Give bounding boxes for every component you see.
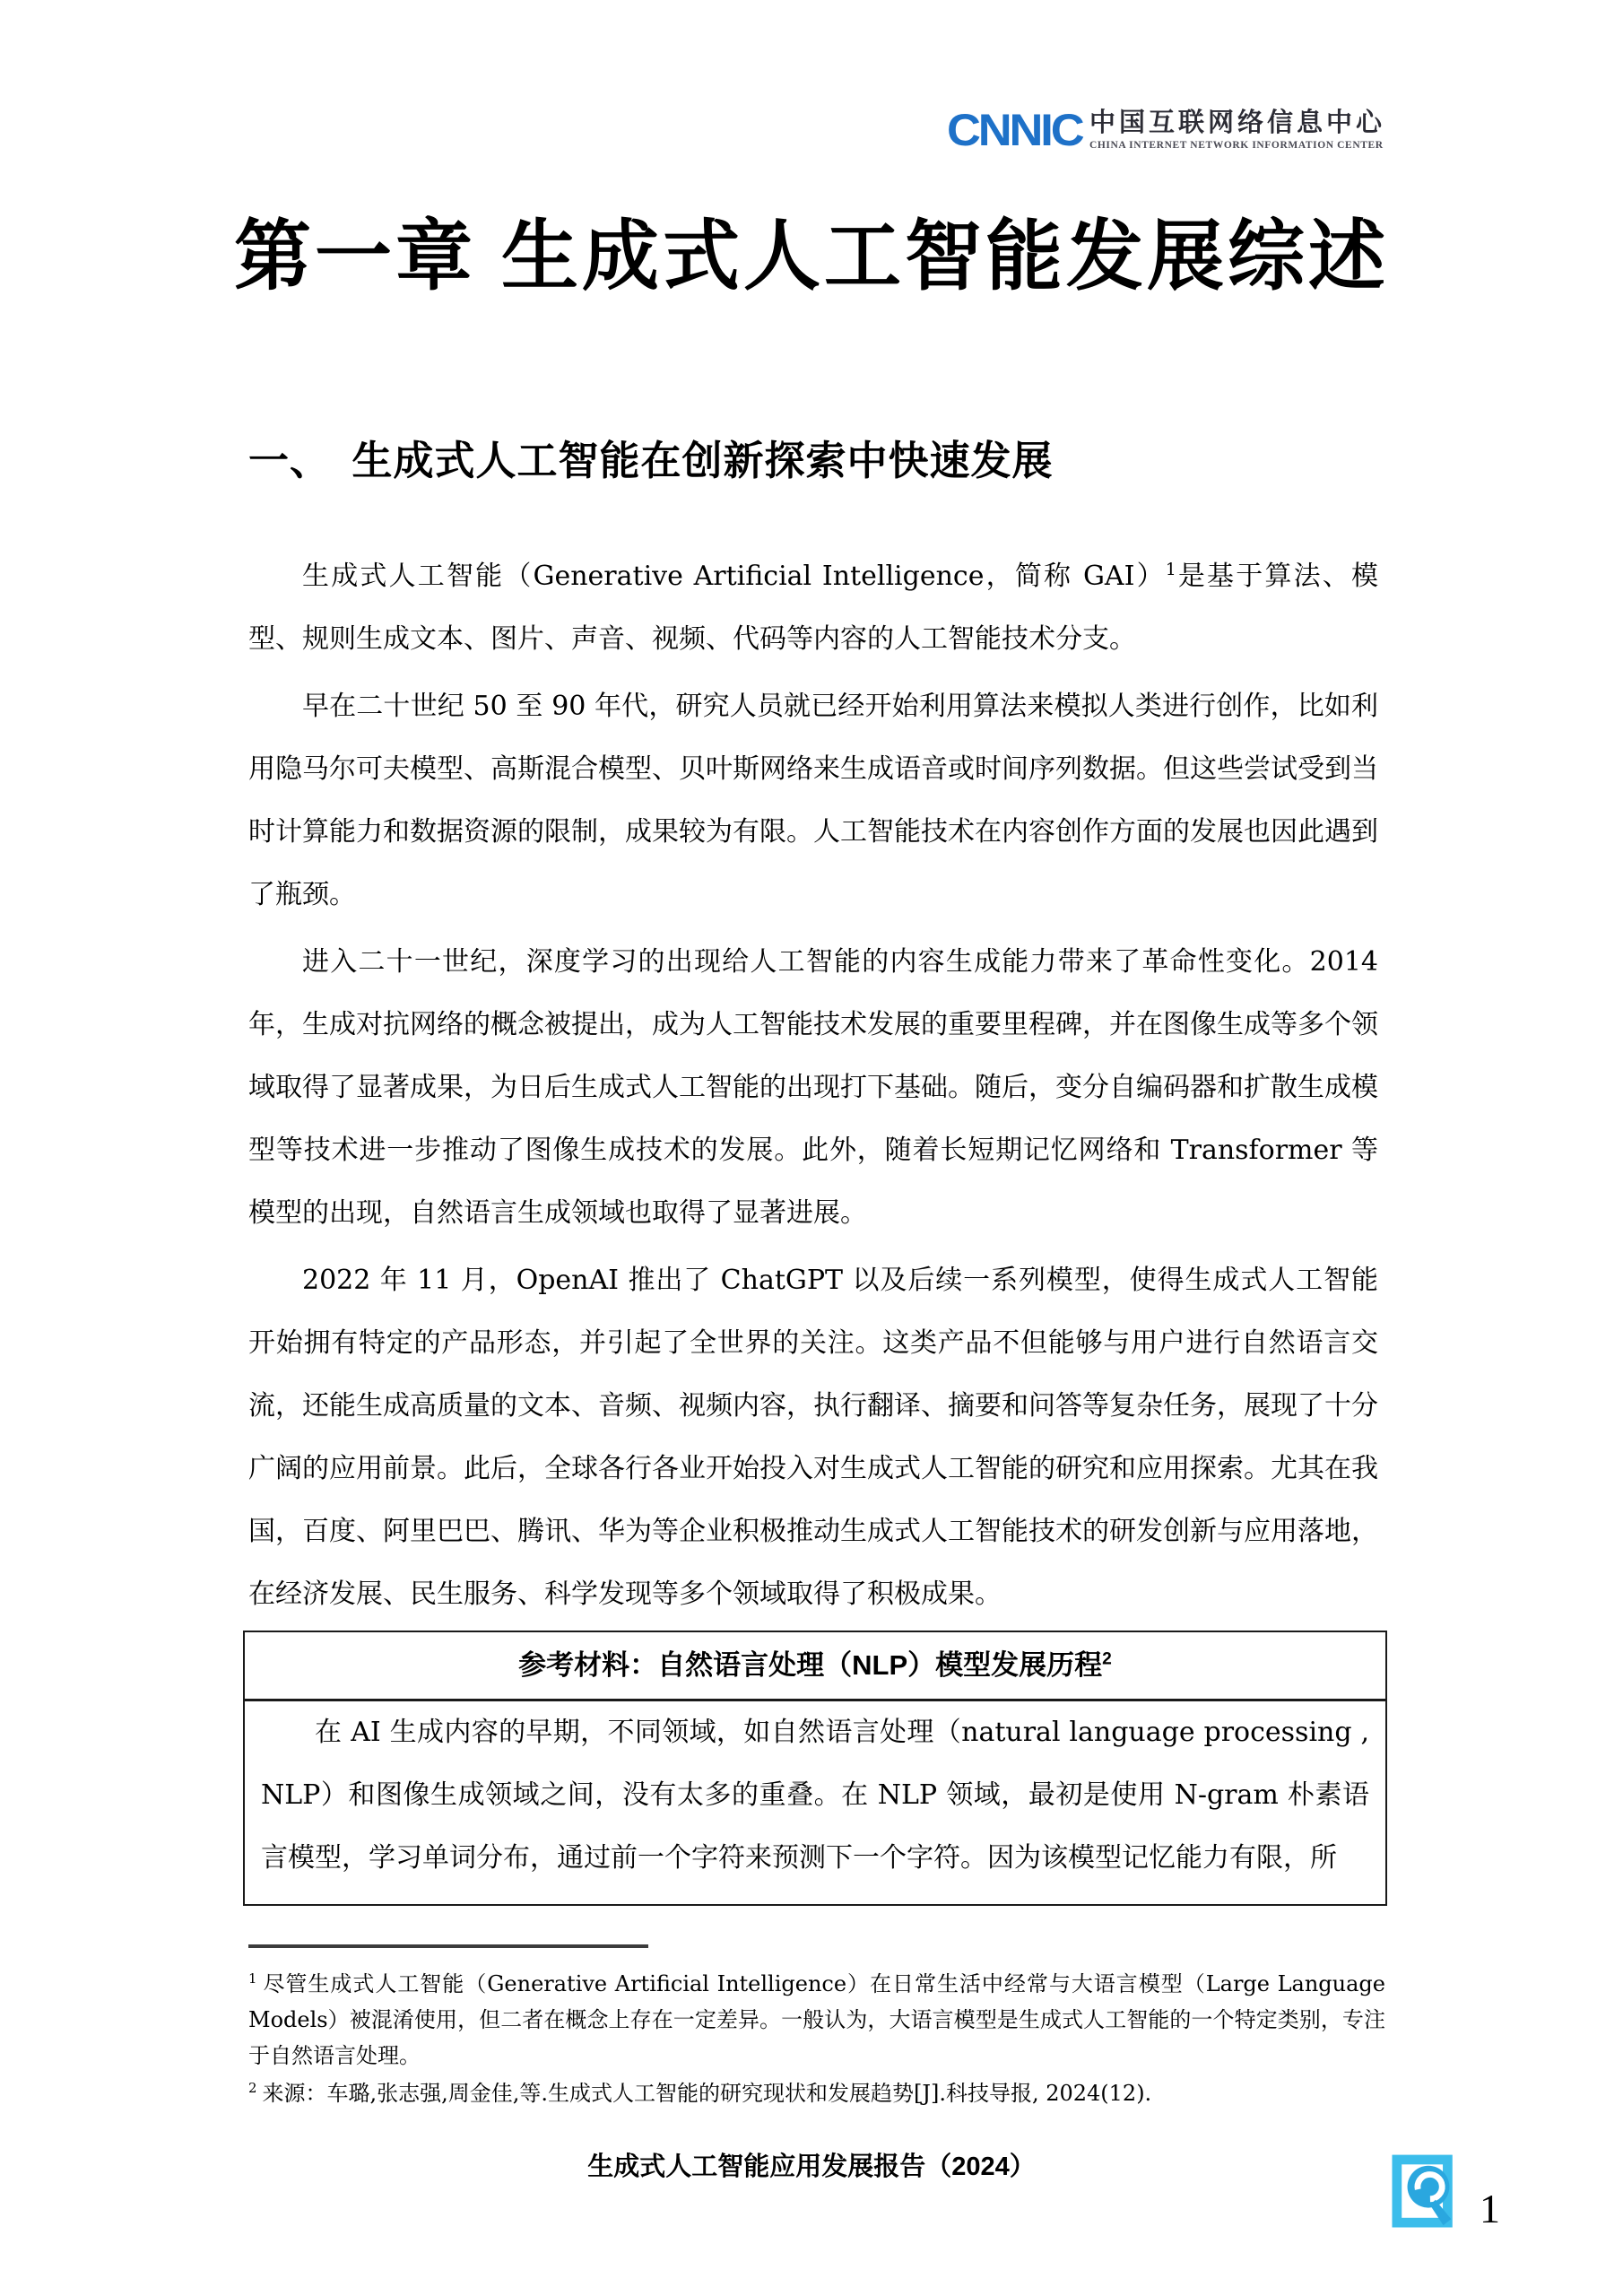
text-run: 进入二十一世纪，深度学习的出现给人工智能的内容生成能力带来了革命性变化。2014 年，生成对抗网络的概念被提出，成为人工智能技术发展的重要里程碑，并在图像生成等多个领域取得了显著成果，为日后生成式人工智能的出现打下基础。随后，变分自编码器和扩散生成模型等技术进一步推动了图像生成技术的发展。此外，随着长短期记忆网络和 Transformer 等模型的出现，自然语言生成领域也取得了显著进展。 bbox=[248, 946, 1378, 1229]
page-corner-badge bbox=[1392, 2154, 1500, 2231]
footnote-marker: 1 bbox=[248, 1970, 257, 1987]
paragraph bbox=[248, 675, 1378, 926]
footnote-text: 来源：车璐,张志强,周金佳,等.生成式人工智能的研究现状和发展趋势[J].科技导报, 2024(12). bbox=[262, 2081, 1152, 2106]
paragraph bbox=[248, 545, 1378, 671]
reference-material-box bbox=[243, 1631, 1387, 1906]
footnote-text: 尽管生成式人工智能（Generative Artificial Intelligence）在日常生活中经常与大语言模型（Large Language Models）被混淆使用，但二者在概念上存在一定差异。一般认为，大语言模型是生成式人工智能的一个特定类别，专注于自然语言处理。 bbox=[248, 1971, 1385, 2068]
org-name-chinese: 中国互联网络信息中心 bbox=[1089, 109, 1385, 137]
footnote-marker: 2 bbox=[248, 2080, 257, 2096]
page-number: 1 bbox=[1480, 2186, 1500, 2231]
text-run: 2022 年 11 月，OpenAI 推出了 ChatGPT 以及后续一系列模型，使得生成式人工智能开始拥有特定的产品形态，并引起了全世界的关注。这类产品不但能够与用户进行自然语言交流，还能生成高质量的文本、音频、视频内容，执行翻译、摘要和问答等复杂任务，展现了十分广阔的应用前景。此后，全球各行各业开始投入对生成式人工智能的研究和应用探索。尤其在我国，百度、阿里巴巴、腾讯、华为等企业积极推动生成式人工智能技术的研发创新与应用落地，在经济发展、民生服务、科学发现等多个领域取得了积极成果。 bbox=[248, 1265, 1378, 1610]
org-name-block bbox=[1089, 109, 1385, 152]
org-name-english: CHINA INTERNET NETWORK INFORMATION CENTER bbox=[1089, 140, 1384, 151]
footnote bbox=[248, 1966, 1385, 2074]
reference-box-body bbox=[245, 1701, 1385, 1904]
paragraph bbox=[248, 1249, 1378, 1626]
chapter-title: 第一章 生成式人工智能发展综述 bbox=[234, 213, 1389, 300]
text-run: 在 AI 生成内容的早期，不同领域，如自然语言处理（natural language processing , NLP）和图像生成领域之间，没有太多的重叠。在 NLP 领域，最初是使用 N-gram 朴素语言模型，学习单词分布，通过前一个字符来预测下一个字符。因为该模型记忆能力有限，所 bbox=[261, 1717, 1369, 1874]
section-heading: 一、 生成式人工智能在创新探索中快速发展 bbox=[248, 438, 1054, 483]
footnote-separator-rule bbox=[248, 1944, 648, 1948]
body-paragraphs bbox=[248, 545, 1378, 1626]
cnnic-seal-icon bbox=[1392, 2154, 1462, 2231]
footnote-reference-superscript: 2 bbox=[1102, 1649, 1112, 1669]
footer-report-title: 生成式人工智能应用发展报告（2024） bbox=[587, 2152, 1036, 2181]
text-run: 参考材料：自然语言处理（NLP）模型发展历程 bbox=[518, 1649, 1103, 1681]
reference-box-title bbox=[245, 1632, 1385, 1701]
text-run: 早在二十世纪 50 至 90 年代，研究人员就已经开始利用算法来模拟人类进行创作，比如利用隐马尔可夫模型、高斯混合模型、贝叶斯网络来生成语音或时间序列数据。但这些尝试受到当时计算能力和数据资源的限制，成果较为有限。人工智能技术在内容创作方面的发展也因此遇到了瓶颈。 bbox=[248, 691, 1378, 910]
text-run: 是基于算法、模型、规则生成文本、图片、声音、视频、代码等内容的人工智能技术分支。 bbox=[248, 561, 1378, 655]
footnote-reference-superscript: 1 bbox=[1165, 561, 1176, 579]
footnote bbox=[248, 2075, 1385, 2111]
cnnic-wordmark-logo: CNNIC bbox=[946, 105, 1082, 155]
text-run: 生成式人工智能（Generative Artificial Intelligence，简称 GAI） bbox=[302, 561, 1166, 592]
cnnic-logo-block bbox=[946, 105, 1385, 155]
page-footer bbox=[0, 2149, 1623, 2185]
page-header bbox=[248, 105, 1385, 155]
paragraph bbox=[248, 931, 1378, 1245]
footnotes bbox=[248, 1966, 1385, 2113]
